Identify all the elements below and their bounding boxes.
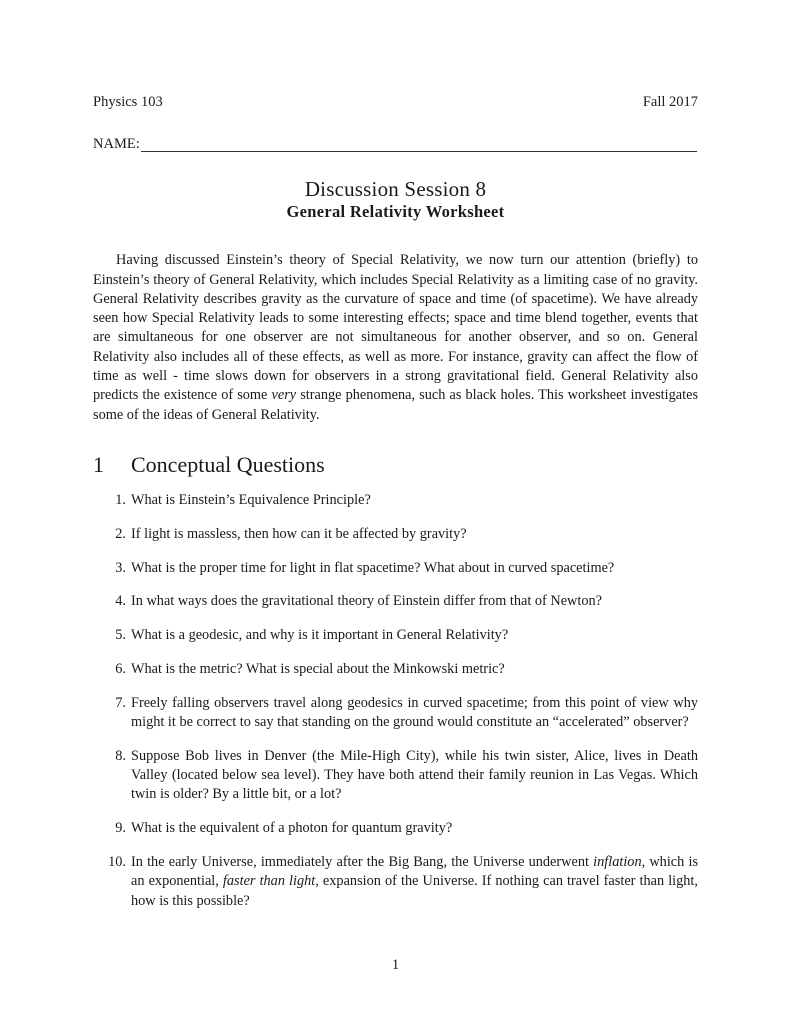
- document-title: Discussion Session 8: [304, 177, 487, 201]
- question-text: [131, 820, 452, 836]
- text-run: What is the proper time for light in flat spacetime? What about in curved spacetime?: [131, 559, 615, 576]
- text-run: What is the metric? What is special about the Minkowski metric?: [131, 660, 505, 677]
- question-item: [93, 626, 698, 645]
- text-run: Suppose Bob lives in Denver (the Mile-High City), while his twin sister, Alice, lives in Death Valley (located below sea level). They have both attend their family reunion in Las Vegas. Which twin is older? By a little bit, or a lot?: [131, 747, 698, 803]
- question-item: [93, 660, 698, 679]
- text-run: If light is massless, then how can it be affected by gravity?: [131, 525, 467, 542]
- question-number: 1.: [115, 492, 126, 508]
- question-item: [93, 819, 698, 838]
- question-text: [131, 661, 505, 677]
- intro-paragraph: [93, 251, 698, 425]
- section-heading: [93, 452, 325, 478]
- text-run: What is the equivalent of a photon for quantum gravity?: [131, 820, 453, 837]
- question-number: 4.: [115, 593, 126, 610]
- text-run: strange phenomena, such as black holes. This worksheet investigates some of the ideas of General Relativity.: [93, 387, 699, 423]
- question-item: [93, 491, 698, 510]
- question-item: [93, 559, 698, 578]
- emphasis-text: very: [271, 387, 297, 404]
- question-text: [131, 526, 467, 542]
- question-number: 3.: [115, 559, 126, 576]
- question-item: [93, 853, 698, 911]
- question-number: 9.: [115, 820, 126, 837]
- question-item: [93, 694, 698, 733]
- question-number: 10.: [108, 854, 126, 871]
- text-run: In what ways does the gravitational theory of Einstein differ from that of Newton?: [131, 593, 603, 610]
- question-number: 8.: [115, 747, 126, 764]
- question-text: [131, 627, 508, 643]
- text-run: In the early Universe, immediately after the Big Bang, the Universe underwent: [131, 854, 594, 871]
- text-run: Freely falling observers travel along geodesics in curved spacetime; from this point of view why might it be correct to say that standing on the ground would constitute an “accelerated” observer?: [131, 694, 698, 731]
- text-run: , which is an exponential,: [131, 854, 699, 890]
- term-label: Fall 2017: [642, 94, 698, 110]
- question-text: [131, 854, 698, 909]
- text-run: Having discussed Einstein’s theory of Special Relativity, we now turn our attention (briefly) to Einstein’s theory of General Relativity, which includes Special Relativity as a limiting case of no gravity. General Relativity describes gravity as the curvature of space and time (of spacetime). We have already seen how Special Relativity leads to some interesting effects; space and time blend together, events that are simultaneous for one observer are not simultaneous for another observer, and so on. General Relativity also includes all of these effects, as well as more. For instance, gravity can affect the flow of time as well - time slows down for observers in a strong gravitational field. General Relativity also predicts the existence of some: [93, 252, 698, 404]
- question-item: [93, 525, 698, 544]
- question-list: [93, 491, 698, 925]
- question-number: 7.: [115, 694, 126, 711]
- emphasis-text: faster than light: [222, 873, 316, 890]
- question-text: [131, 593, 602, 609]
- course-label: Physics 103: [93, 94, 163, 110]
- text-run: What is a geodesic, and why is it important in General Relativity?: [131, 627, 509, 644]
- question-item: [93, 592, 698, 611]
- question-text: [131, 560, 614, 576]
- emphasis-text: inflation: [593, 854, 642, 871]
- document-subtitle: General Relativity Worksheet: [286, 202, 505, 221]
- name-field-row: [93, 132, 697, 152]
- text-run: What is Einstein’s Equivalence Principle?: [131, 492, 371, 508]
- name-label: NAME:: [93, 136, 140, 152]
- question-item: [93, 747, 698, 805]
- question-text: [131, 748, 698, 803]
- question-text: [131, 492, 371, 508]
- question-number: 5.: [115, 627, 126, 644]
- question-number: 6.: [115, 660, 126, 677]
- name-blank-line: [141, 137, 697, 152]
- text-run: , expansion of the Universe. If nothing can travel faster than light, how is this possible?: [131, 873, 698, 909]
- page-number: 1: [391, 957, 400, 973]
- question-text: [131, 695, 698, 730]
- question-number: 2.: [115, 525, 126, 542]
- section-title: Conceptual Questions: [131, 452, 325, 477]
- section-number: 1: [93, 452, 104, 477]
